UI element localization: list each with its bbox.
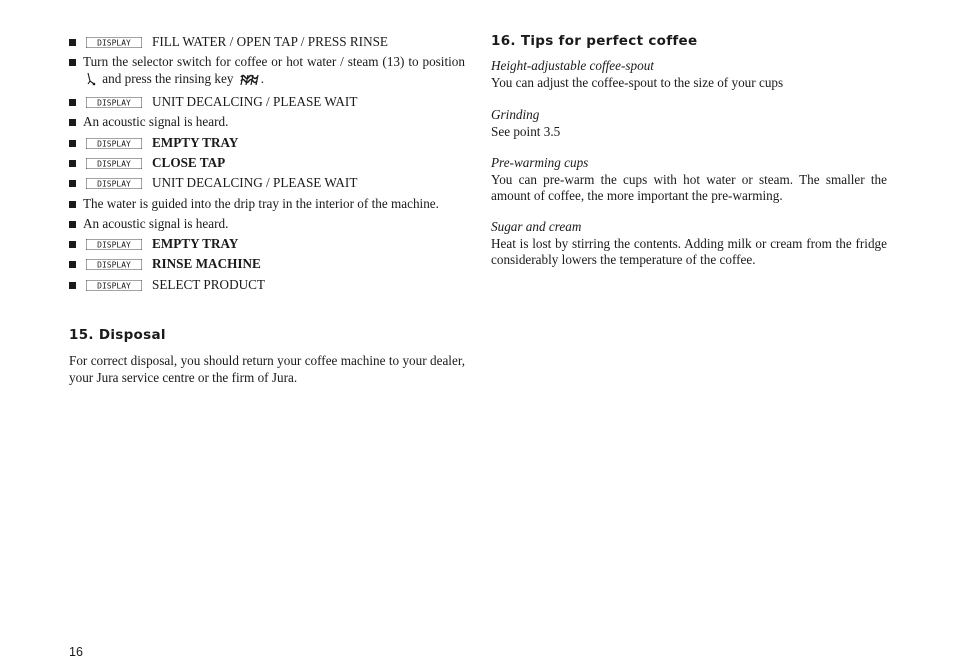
display-badge-icon <box>86 280 142 291</box>
list-item <box>69 135 465 152</box>
display-badge-label: DISPLAY <box>97 260 131 270</box>
tip-grinding <box>491 107 887 140</box>
list-item <box>69 256 465 273</box>
display-badge-label: DISPLAY <box>97 179 131 189</box>
display-badge-label: DISPLAY <box>97 139 131 149</box>
display-badge-icon <box>86 97 142 108</box>
step-text: EMPTY TRAY <box>152 134 239 150</box>
step-text: EMPTY TRAY <box>152 236 239 252</box>
display-badge-label: DISPLAY <box>97 98 131 108</box>
square-bullet-icon <box>69 261 76 268</box>
display-badge-icon <box>86 259 142 270</box>
rinse-key-icon <box>239 73 259 91</box>
tip-title: Sugar and cream <box>491 219 582 234</box>
disposal-text: For correct disposal, you should return your coffee machine to your dealer, your Jura service centre or the firm of Jura. <box>69 353 465 385</box>
step-text: An acoustic signal is heard. <box>83 114 229 130</box>
step-text-end: . <box>260 70 265 86</box>
step-text-middle: and press the rinsing key <box>102 70 234 86</box>
display-badge-label: DISPLAY <box>97 38 131 48</box>
step-text: UNIT DECALCING / PLEASE WAIT <box>152 94 358 110</box>
square-bullet-icon <box>69 201 76 208</box>
display-badge-icon <box>86 239 142 250</box>
display-badge-label: DISPLAY <box>97 281 131 291</box>
list-item <box>69 236 465 253</box>
tip-text: You can pre-warm the cups with hot water or steam. The smaller the amount of coffee, the more important the pre-warming. <box>491 171 887 203</box>
tip-height-adjustable <box>491 58 887 91</box>
display-badge-label: DISPLAY <box>97 240 131 250</box>
decalcing-steps-list <box>69 34 465 297</box>
list-item <box>69 34 465 51</box>
display-badge-icon <box>86 138 142 149</box>
square-bullet-icon <box>69 282 76 289</box>
display-badge-label: DISPLAY <box>97 159 131 169</box>
step-text: An acoustic signal is heard. <box>83 215 229 231</box>
tip-text: See point 3.5 <box>491 123 561 139</box>
square-bullet-icon <box>69 99 76 106</box>
list-item <box>69 196 465 213</box>
display-badge-icon <box>86 178 142 189</box>
display-badge-icon <box>86 158 142 169</box>
square-bullet-icon <box>69 140 76 147</box>
square-bullet-icon <box>69 119 76 126</box>
tip-title: Height-adjustable coffee-spout <box>491 58 654 73</box>
step-text: The water is guided into the drip tray in the interior of the machine. <box>83 195 439 211</box>
tip-text: You can adjust the coffee-spout to the size of your cups <box>491 74 784 90</box>
square-bullet-icon <box>69 241 76 248</box>
disposal-heading: 15. Disposal <box>69 327 166 343</box>
tips-heading: 16. Tips for perfect coffee <box>491 33 698 49</box>
step-text: CLOSE TAP <box>152 154 226 170</box>
tip-sugar-cream <box>491 219 887 269</box>
tip-title: Pre-warming cups <box>491 155 589 170</box>
display-badge-icon <box>86 37 142 48</box>
steam-tap-icon <box>85 72 97 91</box>
page-number: 16 <box>69 645 83 659</box>
list-item <box>69 175 465 192</box>
square-bullet-icon <box>69 180 76 187</box>
square-bullet-icon <box>69 221 76 228</box>
square-bullet-icon <box>69 59 76 66</box>
list-item <box>69 94 465 111</box>
tip-text: Heat is lost by stirring the contents. Adding milk or cream from the fridge considerably lowers the temperature of the coffee. <box>491 235 887 267</box>
step-text: RINSE MACHINE <box>152 256 261 272</box>
step-text: SELECT PRODUCT <box>152 276 265 292</box>
step-text: Turn the selector switch for coffee or hot water / steam (13) to position <box>83 54 465 70</box>
list-item <box>69 155 465 172</box>
square-bullet-icon <box>69 39 76 46</box>
list-item <box>69 277 465 294</box>
list-item <box>69 54 465 90</box>
step-text: UNIT DECALCING / PLEASE WAIT <box>152 175 358 191</box>
list-item <box>69 216 465 233</box>
tip-title: Grinding <box>491 107 540 122</box>
square-bullet-icon <box>69 160 76 167</box>
list-item <box>69 114 465 131</box>
step-text: FILL WATER / OPEN TAP / PRESS RINSE <box>152 34 388 49</box>
tip-pre-warming <box>491 155 887 205</box>
